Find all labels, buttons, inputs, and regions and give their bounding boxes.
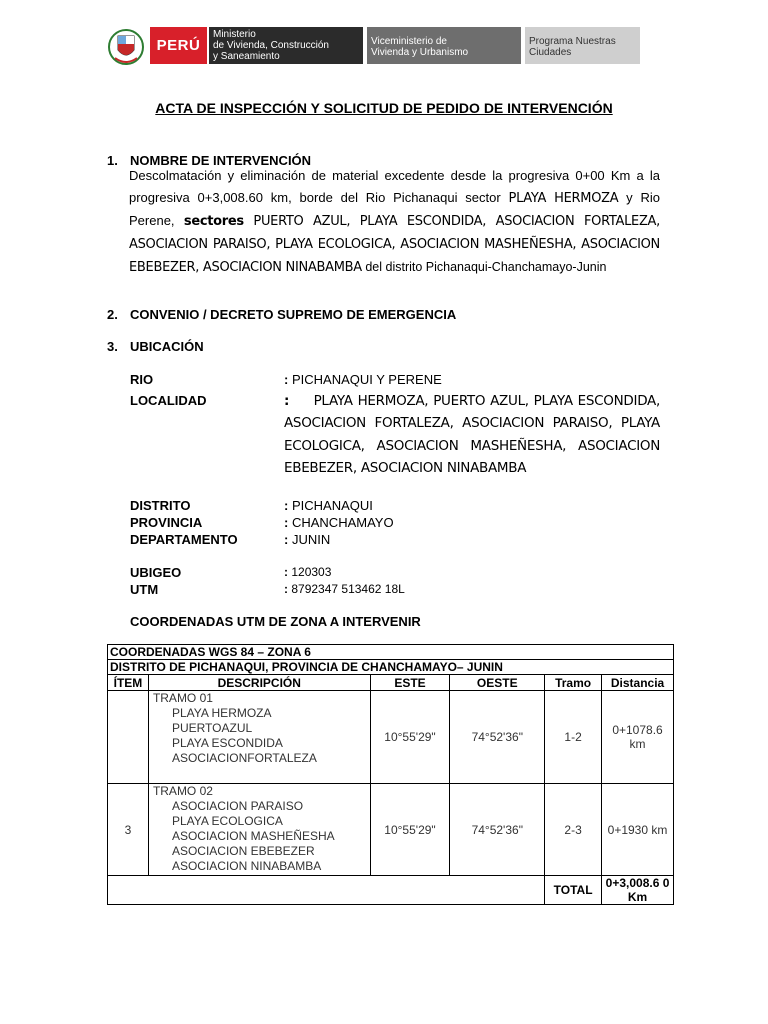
localidad-label: LOCALIDAD (130, 393, 207, 408)
cell-item: 3 (108, 784, 149, 876)
col-header-item: ÍTEM (108, 675, 149, 691)
rio-value: : PICHANAQUI Y PERENE (284, 372, 442, 387)
section-3-title: UBICACIÓN (130, 339, 204, 354)
cell-description: TRAMO 02 ASOCIACION PARAISO PLAYA ECOLOGICA ASOCIACION MASHEÑESHA ASOCIACION EBEBEZER ASOCIACION NINABAMBA (148, 784, 370, 876)
col-header-este: ESTE (370, 675, 450, 691)
cell-item (108, 691, 149, 784)
departamento-label: DEPARTAMENTO (130, 532, 238, 547)
ubigeo-value: : 120303 (284, 565, 332, 579)
distrito-label: DISTRITO (130, 498, 191, 513)
total-label: TOTAL (545, 876, 602, 905)
ministry-logo: Ministerio de Vivienda, Construcción y Saneamiento (209, 27, 363, 64)
viceministry-logo: Viceministerio de Vivienda y Urbanismo (367, 27, 521, 64)
section-1-number: 1. (107, 153, 118, 168)
cell-este: 10°55'29" (370, 691, 450, 784)
rio-label: RIO (130, 372, 154, 387)
section-3-number: 3. (107, 339, 118, 354)
cell-distancia: 0+1930 km (602, 784, 674, 876)
col-header-descripcion: DESCRIPCIÓN (148, 675, 370, 691)
col-header-tramo: Tramo (545, 675, 602, 691)
coords-heading: COORDENADAS UTM DE ZONA A INTERVENIR (130, 614, 421, 629)
cell-este: 10°55'29" (370, 784, 450, 876)
section-1-title: NOMBRE DE INTERVENCIÓN (130, 153, 312, 168)
utm-value: : 8792347 513462 18L (284, 582, 405, 596)
provincia-value: : CHANCHAMAYO (284, 515, 394, 530)
col-header-distancia: Distancia (602, 675, 674, 691)
cell-tramo: 2-3 (545, 784, 602, 876)
cell-tramo: 1-2 (545, 691, 602, 784)
cell-distancia: 0+1078.6 km (602, 691, 674, 784)
program-logo: Programa Nuestras Ciudades (525, 27, 640, 64)
cell-oeste: 74°52'36" (450, 691, 545, 784)
cell-oeste: 74°52'36" (450, 784, 545, 876)
col-header-oeste: OESTE (450, 675, 545, 691)
intervention-description: Descolmatación y eliminación de material excedente desde la progresiva 0+00 Km a la progresiva 0+3,008.60 km, borde del Rio Pichanaqui sector PLAYA HERMOZA y Rio Perene, sectores PUERTO AZUL, PLAYA ESCONDIDA, ASOCIACION FORTALEZA, ASOCIACION PARAISO, PLAYA ECOLOGICA, ASOCIACION MASHEÑESHA, ASOCIACION EBEBEZER, ASOCIACION NINABAMBA del distrito Pichanaqui-Chanchamayo-Junin (129, 168, 661, 275)
table-row (108, 784, 674, 876)
section-2-number: 2. (107, 307, 118, 322)
table-title-wgs: COORDENADAS WGS 84 – ZONA 6 (108, 645, 674, 660)
document-title: ACTA DE INSPECCIÓN Y SOLICITUD DE PEDIDO DE INTERVENCIÓN (155, 100, 613, 116)
coordinates-table (107, 644, 674, 905)
total-value: 0+3,008.6 0 Km (602, 876, 674, 905)
total-empty-cell (108, 876, 545, 905)
section-2-title: CONVENIO / DECRETO SUPREMO DE EMERGENCIA (130, 307, 457, 322)
utm-label: UTM (130, 582, 159, 597)
departamento-value: : JUNIN (284, 532, 331, 547)
localidad-value: : PLAYA HERMOZA, PUERTO AZUL, PLAYA ESCONDIDA, ASOCIACION FORTALEZA, ASOCIACION PARAISO, PLAYA ECOLOGICA, ASOCIACION MASHEÑESHA, ASOCIACION EBEBEZER, ASOCIACION NINABAMBA (284, 393, 660, 477)
ubigeo-label: UBIGEO (130, 565, 182, 580)
peru-logo: PERÚ (150, 27, 207, 64)
total-row (108, 876, 674, 905)
cell-description: TRAMO 01 PLAYA HERMOZA PUERTOAZUL PLAYA ESCONDIDA ASOCIACIONFORTALEZA (148, 691, 370, 784)
provincia-label: PROVINCIA (130, 515, 203, 530)
peru-coat-of-arms-icon (106, 28, 146, 66)
distrito-value: : PICHANAQUI (284, 498, 373, 513)
table-title-district: DISTRITO DE PICHANAQUI, PROVINCIA DE CHANCHAMAYO– JUNIN (108, 660, 674, 675)
table-row (108, 691, 674, 784)
